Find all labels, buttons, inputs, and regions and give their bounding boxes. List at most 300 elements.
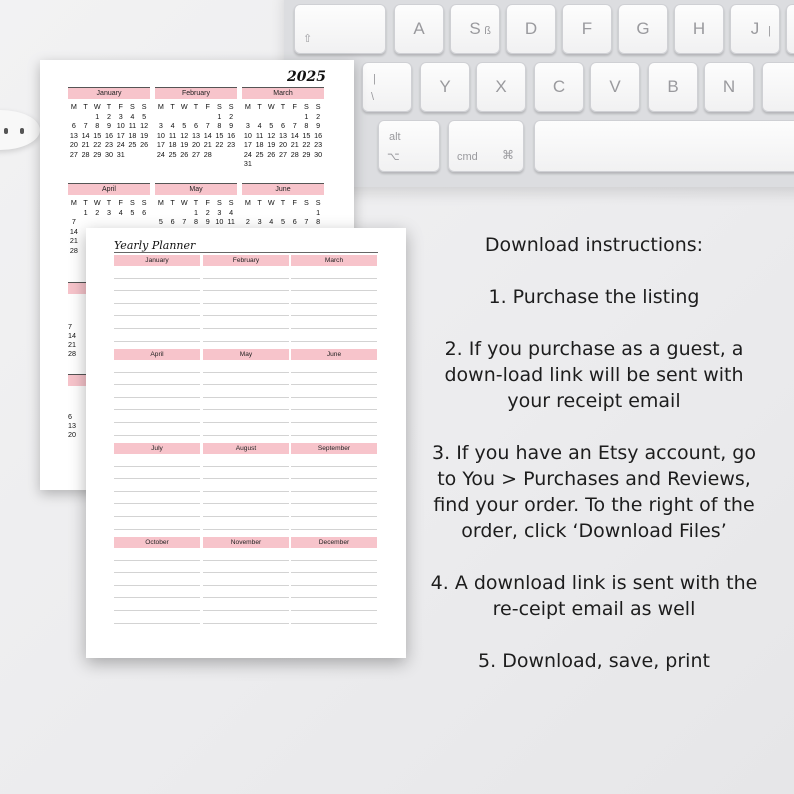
planner-writing-line: [291, 611, 377, 624]
calendar-week-row: [155, 131, 237, 141]
calendar-partial-day: 21: [68, 340, 76, 349]
key-pipe-sub: \: [371, 91, 375, 103]
calendar-day: 1: [193, 207, 198, 217]
calendar-day: 8: [316, 217, 321, 226]
calendar-day: 13: [278, 130, 287, 140]
key-v: V: [590, 62, 640, 112]
download-instructions: [418, 232, 770, 700]
planner-writing-line: [203, 561, 289, 574]
calendar-day: [225, 150, 237, 160]
weekday-label: F: [118, 102, 123, 111]
calendar-day: 23: [104, 140, 113, 149]
calendar-weekday-row: [155, 102, 237, 112]
calendar-day: 5: [130, 207, 135, 217]
calendar-day: 3: [118, 111, 123, 121]
planner-writing-line: [114, 291, 200, 304]
weekday-label: S: [315, 198, 321, 207]
planner-writing-line: [114, 611, 200, 624]
instruction-step-3: 3. If you have an Etsy account, go to You > Purchases and Reviews, find your order. To the right of the order, click ‘Download Files’: [432, 442, 756, 542]
calendar-week-row: [68, 208, 150, 218]
planner-writing-line: [291, 385, 377, 398]
calendar-day: 14: [81, 130, 90, 140]
calendar-day: 18: [255, 140, 264, 149]
calendar-day: 21: [290, 140, 299, 149]
calendar-day: [138, 150, 150, 160]
calendar-year: 2025: [287, 69, 326, 85]
weekday-label: M: [244, 198, 251, 207]
calendar-day: 7: [182, 217, 187, 226]
calendar-week-row: [242, 121, 324, 131]
calendar-day: 15: [215, 130, 224, 140]
weekday-label: M: [157, 198, 164, 207]
planner-writing-line: [291, 548, 377, 561]
weekday-label: S: [228, 198, 234, 207]
weekday-label: T: [257, 198, 262, 207]
key-cmd: [448, 120, 524, 172]
calendar-day: 27: [69, 149, 78, 159]
calendar-day: [254, 159, 266, 169]
keyboard: [284, 0, 794, 187]
calendar-day: 29: [302, 149, 311, 159]
calendar-day: 25: [168, 149, 177, 159]
calendar-day: [138, 217, 150, 227]
weekday-label: T: [106, 102, 112, 111]
calendar-week-row: [155, 112, 237, 122]
calendar-day: 12: [140, 121, 149, 130]
calendar-day: 8: [217, 121, 222, 130]
key-n: N: [704, 62, 754, 112]
calendar-week-row: [242, 217, 324, 227]
calendar-day: 3: [106, 207, 111, 217]
planner-month-block: [291, 443, 377, 530]
planner-writing-line: [203, 548, 289, 561]
planner-month-block: [203, 255, 289, 342]
calendar-day: [80, 112, 92, 122]
planner-month-block: [114, 349, 200, 436]
key-s-sub: ß: [484, 25, 491, 37]
key-alt: [378, 120, 440, 172]
calendar-month: [242, 183, 324, 227]
planner-month-name: February: [203, 255, 289, 266]
calendar-partial-day: 13: [68, 421, 76, 430]
key-pipe: [362, 62, 412, 112]
key-x: X: [476, 62, 526, 112]
planner-writing-line: [203, 467, 289, 480]
calendar-week-row: [68, 217, 150, 227]
calendar-day: 9: [316, 121, 321, 130]
planner-writing-line: [203, 291, 289, 304]
calendar-day: [289, 208, 301, 218]
calendar-day: 22: [93, 140, 102, 149]
calendar-partial-day: 7: [68, 322, 72, 331]
planner-writing-line: [114, 492, 200, 505]
weekday-label: T: [106, 198, 112, 207]
planner-writing-line: [291, 360, 377, 373]
calendar-day: 4: [229, 207, 234, 217]
calendar-weekday-row: [155, 198, 237, 208]
calendar-day: [68, 112, 80, 122]
calendar-day: [115, 217, 127, 227]
key-c: C: [534, 62, 584, 112]
planner-writing-line: [291, 279, 377, 292]
calendar-day: 27: [191, 149, 200, 159]
calendar-day: 31: [116, 149, 125, 159]
calendar-day: 9: [106, 121, 111, 130]
calendar-partial-day: 20: [68, 430, 76, 439]
calendar-day: [190, 112, 202, 122]
weekday-label: S: [304, 198, 309, 207]
planner-writing-line: [203, 492, 289, 505]
weekday-label: F: [292, 198, 297, 207]
planner-writing-line: [114, 586, 200, 599]
planner-writing-line: [203, 304, 289, 317]
weekday-label: S: [217, 102, 222, 111]
planner-writing-line: [203, 329, 289, 342]
planner-writing-line: [203, 316, 289, 329]
calendar-day: 18: [168, 140, 177, 149]
calendar-week-row: [68, 121, 150, 131]
calendar-day: 3: [245, 121, 250, 130]
planner-writing-line: [114, 316, 200, 329]
calendar-week-row: [155, 121, 237, 131]
calendar-day: 8: [95, 121, 100, 130]
calendar-month-header-strip: [68, 282, 88, 294]
planner-writing-line: [291, 329, 377, 342]
weekday-label: F: [205, 198, 210, 207]
weekday-label: T: [170, 102, 175, 111]
calendar-day: 24: [156, 149, 165, 159]
weekday-label: W: [93, 102, 101, 111]
planner-month-name: September: [291, 443, 377, 454]
calendar-day: 19: [267, 140, 276, 149]
planner-writing-line: [203, 423, 289, 436]
calendar-day: 5: [142, 111, 147, 121]
calendar-day: 30: [314, 149, 323, 159]
calendar-day: 15: [93, 130, 102, 140]
calendar-day: 4: [257, 121, 262, 130]
key-h: H: [674, 4, 724, 54]
calendar-day: 11: [168, 130, 177, 140]
planner-month-name: August: [203, 443, 289, 454]
calendar-day: 7: [304, 217, 309, 226]
instruction-step-4: 4. A download link is sent with the re-ceipt email as well: [430, 572, 758, 620]
caps-lock-icon: ⇧: [303, 33, 313, 45]
planner-writing-line: [291, 398, 377, 411]
calendar-day: 28: [69, 245, 78, 255]
weekday-label: W: [180, 198, 188, 207]
calendar-day: [167, 112, 179, 122]
weekday-label: F: [205, 102, 210, 111]
calendar-day: [91, 217, 103, 227]
calendar-week-row: [68, 140, 150, 150]
calendar-day: 10: [156, 130, 165, 140]
calendar-day: 28: [81, 149, 90, 159]
planner-title-rule: [114, 252, 378, 253]
calendar-month-header-strip: [68, 374, 88, 386]
instructions-heading: Download instructions:: [484, 234, 704, 256]
planner-writing-line: [203, 410, 289, 423]
key-j-sub: |: [768, 25, 771, 37]
calendar-day: 21: [203, 140, 212, 149]
key-d: D: [506, 4, 556, 54]
calendar-day: 2: [95, 207, 100, 217]
calendar-month: [68, 87, 150, 159]
calendar-day: 5: [269, 121, 274, 130]
earbud-dot: [4, 128, 8, 134]
calendar-day: 14: [290, 130, 299, 140]
calendar-day: 4: [130, 111, 135, 121]
calendar-week-row: [68, 131, 150, 141]
calendar-day: 16: [314, 130, 323, 140]
planner-writing-line: [203, 586, 289, 599]
planner-writing-line: [114, 423, 200, 436]
planner-month-name: October: [114, 537, 200, 548]
planner-month-block: [291, 349, 377, 436]
calendar-day: 6: [142, 207, 147, 217]
planner-writing-line: [114, 279, 200, 292]
earbud-dot: [20, 128, 24, 134]
key-f: F: [562, 4, 612, 54]
calendar-day: 7: [205, 121, 210, 130]
calendar-partial-day: 28: [68, 349, 76, 358]
calendar-month-name: June: [242, 183, 324, 195]
calendar-day: [265, 159, 277, 169]
calendar-day: [265, 208, 277, 218]
planner-writing-line: [291, 561, 377, 574]
calendar-day: 22: [215, 140, 224, 149]
calendar-day: [265, 112, 277, 122]
planner-writing-line: [114, 410, 200, 423]
key-s: [450, 4, 500, 54]
calendar-partial-day: 6: [68, 412, 72, 421]
calendar-day: 2: [106, 111, 111, 121]
calendar-day: 17: [243, 140, 252, 149]
calendar-day: [301, 208, 313, 218]
calendar-day: 2: [316, 111, 321, 121]
planner-writing-line: [291, 573, 377, 586]
calendar-day: 6: [170, 217, 175, 226]
calendar-day: 28: [203, 149, 212, 159]
calendar-day: 12: [267, 130, 276, 140]
planner-writing-line: [114, 561, 200, 574]
planner-writing-line: [114, 479, 200, 492]
planner-writing-line: [291, 304, 377, 317]
planner-writing-line: [291, 492, 377, 505]
calendar-day: 17: [116, 130, 125, 140]
planner-writing-line: [114, 329, 200, 342]
planner-month-block: [114, 537, 200, 624]
planner-writing-line: [114, 304, 200, 317]
calendar-day: 8: [304, 121, 309, 130]
calendar-day: 17: [156, 140, 165, 149]
calendar-day: 20: [191, 140, 200, 149]
planner-writing-line: [291, 454, 377, 467]
key-s-label: S: [469, 19, 481, 38]
planner-writing-line: [203, 385, 289, 398]
calendar-day: 3: [217, 207, 222, 217]
calendar-partial-day: 14: [68, 331, 76, 340]
calendar-day: [254, 208, 266, 218]
calendar-day: 2: [229, 111, 234, 121]
planner-writing-line: [291, 266, 377, 279]
key-next: [786, 4, 794, 54]
calendar-day: [242, 112, 254, 122]
planner-month-name: April: [114, 349, 200, 360]
calendar-month: [155, 183, 237, 227]
calendar-day: 4: [269, 217, 274, 226]
calendar-month-name: February: [155, 87, 237, 99]
key-alt-label: alt: [389, 131, 401, 143]
calendar-day: 8: [193, 217, 198, 226]
weekday-label: T: [280, 198, 286, 207]
calendar-day: [242, 208, 254, 218]
calendar-month-name: April: [68, 183, 150, 195]
calendar-day: [178, 112, 190, 122]
calendar-day: 29: [93, 149, 102, 159]
yearly-planner-sheet: [86, 228, 406, 658]
calendar-week-row: [68, 150, 150, 160]
planner-writing-line: [203, 398, 289, 411]
calendar-day: 12: [180, 130, 189, 140]
planner-month-name: January: [114, 255, 200, 266]
key-b: B: [648, 62, 698, 112]
planner-month-block: [114, 443, 200, 530]
calendar-day: 24: [243, 149, 252, 159]
weekday-label: W: [180, 102, 188, 111]
weekday-label: T: [170, 198, 175, 207]
key-j-label: J: [750, 19, 760, 38]
calendar-day: 3: [257, 217, 262, 226]
planner-month-block: [114, 255, 200, 342]
calendar-day: 6: [193, 121, 198, 130]
calendar-day: 9: [205, 217, 210, 226]
calendar-day: 16: [104, 130, 113, 140]
planner-writing-line: [203, 266, 289, 279]
planner-writing-line: [114, 398, 200, 411]
calendar-day: 6: [280, 121, 285, 130]
calendar-day: 10: [243, 130, 252, 140]
weekday-label: S: [130, 102, 135, 111]
planner-month-block: [203, 537, 289, 624]
planner-writing-line: [114, 385, 200, 398]
planner-writing-line: [291, 517, 377, 530]
planner-writing-line: [203, 454, 289, 467]
calendar-day: [155, 112, 167, 122]
planner-month-block: [203, 443, 289, 530]
weekday-label: F: [118, 198, 123, 207]
weekday-label: W: [267, 198, 275, 207]
planner-writing-line: [114, 266, 200, 279]
calendar-day: 26: [267, 149, 276, 159]
calendar-day: 26: [140, 140, 149, 149]
calendar-week-row: [242, 159, 324, 169]
calendar-day: 10: [116, 121, 125, 130]
calendar-day: 19: [180, 140, 189, 149]
calendar-day: 20: [278, 140, 287, 149]
weekday-label: T: [193, 102, 199, 111]
key-pipe-label: |: [373, 73, 376, 85]
weekday-label: T: [193, 198, 199, 207]
planner-writing-line: [291, 291, 377, 304]
instruction-step-2: 2. If you purchase as a guest, a down-load link will be sent with your receipt email: [444, 338, 744, 412]
calendar-day: [155, 208, 167, 218]
calendar-day: 6: [71, 121, 76, 130]
weekday-label: S: [228, 102, 234, 111]
planner-title: Yearly Planner: [114, 239, 196, 252]
planner-writing-line: [114, 467, 200, 480]
weekday-label: M: [70, 102, 77, 111]
calendar-day: 16: [227, 130, 236, 140]
weekday-label: M: [157, 102, 164, 111]
calendar-day: [214, 150, 226, 160]
calendar-day: 13: [69, 130, 78, 140]
calendar-week-row: [242, 150, 324, 160]
key-m: [762, 62, 794, 112]
calendar-day: [178, 208, 190, 218]
calendar-weekday-row: [68, 102, 150, 112]
planner-writing-line: [114, 548, 200, 561]
calendar-day: 1: [217, 111, 222, 121]
calendar-day: 25: [255, 149, 264, 159]
planner-writing-line: [203, 504, 289, 517]
calendar-day: 20: [69, 140, 78, 149]
calendar-week-row: [155, 140, 237, 150]
key-j: [730, 4, 780, 54]
planner-writing-line: [203, 611, 289, 624]
planner-month-block: [291, 255, 377, 342]
planner-month-name: July: [114, 443, 200, 454]
planner-writing-line: [114, 373, 200, 386]
calendar-day: 1: [83, 207, 88, 217]
calendar-day: 30: [104, 149, 113, 159]
weekday-label: M: [70, 198, 77, 207]
calendar-day: [301, 159, 313, 169]
calendar-month-name: January: [68, 87, 150, 99]
calendar-day: 9: [229, 121, 234, 130]
planner-month-name: December: [291, 537, 377, 548]
planner-writing-line: [114, 517, 200, 530]
calendar-day: 11: [227, 217, 235, 226]
calendar-week-row: [242, 208, 324, 218]
planner-writing-line: [291, 423, 377, 436]
planner-writing-line: [203, 598, 289, 611]
calendar-day: [312, 159, 324, 169]
planner-month-name: June: [291, 349, 377, 360]
calendar-day: 4: [170, 121, 175, 130]
planner-month-name: November: [203, 537, 289, 548]
key-a: A: [394, 4, 444, 54]
planner-month-name: March: [291, 255, 377, 266]
calendar-day: 3: [158, 121, 163, 130]
calendar-day: [277, 112, 289, 122]
weekday-label: S: [217, 198, 222, 207]
calendar-day: 21: [81, 140, 90, 149]
calendar-day: 23: [314, 140, 323, 149]
planner-writing-line: [291, 373, 377, 386]
calendar-day: 2: [205, 207, 210, 217]
calendar-weekday-row: [242, 102, 324, 112]
calendar-day: 25: [128, 140, 137, 149]
planner-month-block: [203, 349, 289, 436]
calendar-day: [80, 217, 92, 227]
planner-writing-line: [203, 279, 289, 292]
planner-month-block: [291, 537, 377, 624]
planner-writing-line: [114, 598, 200, 611]
calendar-day: 2: [245, 217, 250, 226]
weekday-label: T: [280, 102, 286, 111]
weekday-label: S: [315, 102, 321, 111]
planner-writing-line: [291, 316, 377, 329]
